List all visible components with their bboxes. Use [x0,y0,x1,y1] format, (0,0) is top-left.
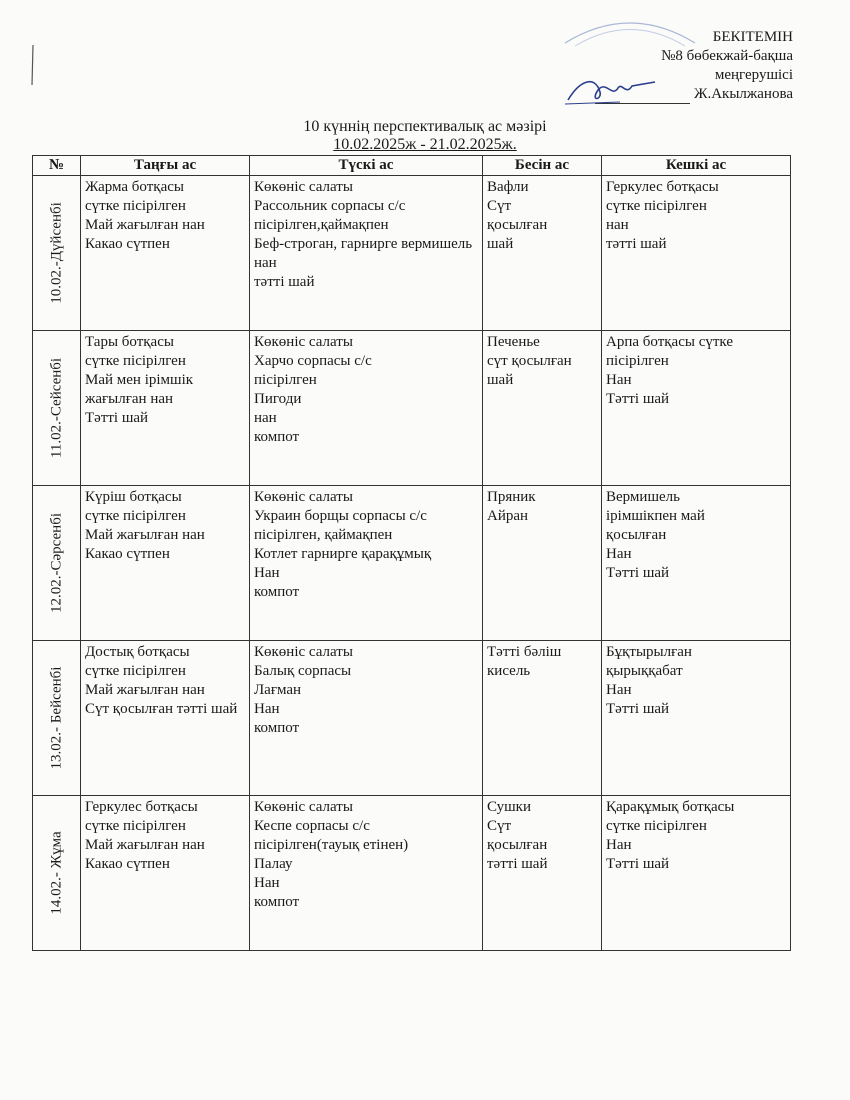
table-row [33,641,791,796]
header-dinner: Кешкі ас [602,156,791,176]
snack-cell: Вафли Сүт қосылған шай [483,176,602,331]
dinner-cell: Бұқтырылған қырыққабат Нан Тәтті шай [602,641,791,796]
approval-institution: №8 бөбекжай-бақша [661,48,793,64]
day-cell [33,176,81,331]
approval-title: БЕКІТЕМІН [712,29,793,45]
snack-cell: Печенье сүт қосылған шай [483,331,602,486]
breakfast-cell: Күріш ботқасы сүтке пісірілген Май жағылған нан Какао сүтпен [81,486,250,641]
margin-mark [30,45,36,85]
menu-table [32,155,791,951]
snack-cell: Сушки Сүт қосылған тәтті шай [483,796,602,951]
approval-position: меңгерушісі [714,67,793,83]
header-lunch: Түскі ас [250,156,483,176]
day-label: 14.02.- Жұма [48,831,64,915]
day-cell [33,796,81,951]
day-cell [33,331,81,486]
lunch-cell: Көкөніс салаты Балық сорпасы Лағман Нан компот [250,641,483,796]
lunch-cell: Көкөніс салаты Украин борщы сорпасы с/с пісірілген, қаймақпен Котлет гарнирге қарақұмық Нан компот [250,486,483,641]
document-title [0,118,850,154]
snack-cell: Тәтті бәліш кисель [483,641,602,796]
dinner-cell: Геркулес ботқасы сүтке пісірілген нан тәтті шай [602,176,791,331]
title-line-2: 10.02.2025ж - 21.02.2025ж. [333,136,517,153]
table-row [33,331,791,486]
breakfast-cell: Жарма ботқасы сүтке пісірілген Май жағылған нан Какао сүтпен [81,176,250,331]
breakfast-cell: Достық ботқасы сүтке пісірілген Май жағылған нан Сүт қосылған тәтті шай [81,641,250,796]
table-row [33,486,791,641]
dinner-cell: Вермишель ірімшікпен май қосылған Нан Тәтті шай [602,486,791,641]
header-snack: Бесін ас [483,156,602,176]
header-row [33,156,791,176]
breakfast-cell: Геркулес ботқасы сүтке пісірілген Май жағылған нан Какао сүтпен [81,796,250,951]
day-label: 12.02.-Сәрсенбі [48,513,64,613]
signature [560,70,670,110]
snack-cell: Пряник Айран [483,486,602,641]
table-row [33,796,791,951]
approval-name: Ж.Акылжанова [694,86,793,102]
title-line-1: 10 күннің перспективалық ас мәзірі [303,118,547,135]
dinner-cell: Қарақұмық ботқасы сүтке пісірілген Нан Тәтті шай [602,796,791,951]
lunch-cell: Көкөніс салаты Харчо сорпасы с/с пісірілген Пигоди нан компот [250,331,483,486]
breakfast-cell: Тары ботқасы сүтке пісірілген Май мен ірімшік жағылған нан Тәтті шай [81,331,250,486]
lunch-cell: Көкөніс салаты Рассольник сорпасы с/с пісірілген,қаймақпен Беф-строган, гарнирге вермишель нан тәтті шай [250,176,483,331]
dinner-cell: Арпа ботқасы сүтке пісірілген Нан Тәтті шай [602,331,791,486]
lunch-cell: Көкөніс салаты Кеспе сорпасы с/с пісірілген(тауық етінен) Палау Нан компот [250,796,483,951]
header-breakfast: Таңғы ас [81,156,250,176]
day-cell [33,641,81,796]
day-label: 10.02.-Дүйсенбі [48,202,64,304]
header-number: № [33,156,81,176]
day-cell [33,486,81,641]
table-row [33,176,791,331]
day-label: 13.02.- Бейсенбі [48,666,64,770]
day-label: 11.02.-Сейсенбі [48,357,64,459]
